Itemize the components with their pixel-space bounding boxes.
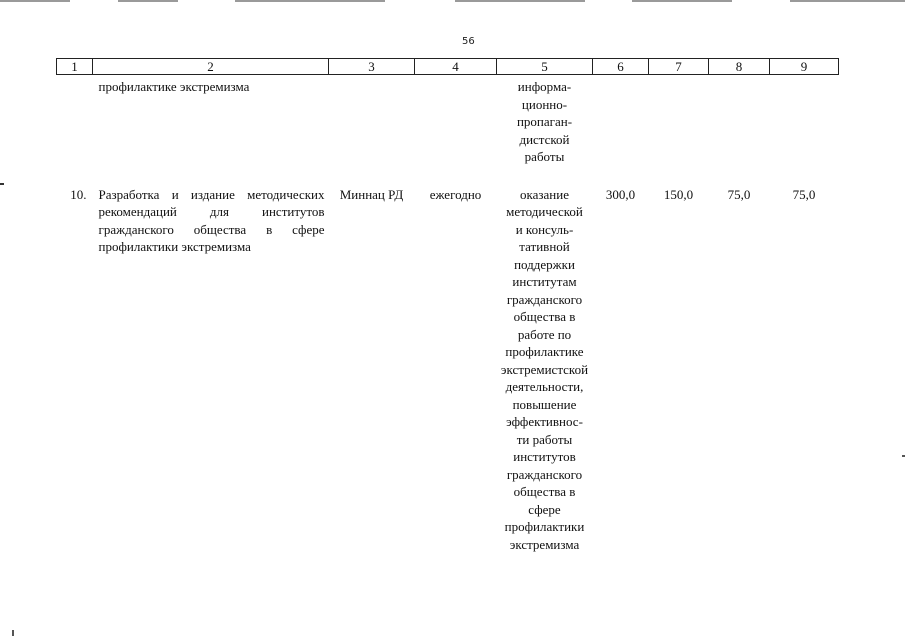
- column-number-row: [57, 59, 839, 75]
- program-table: [56, 58, 839, 553]
- col-header-1: 1: [57, 59, 93, 75]
- col-header-4: 4: [415, 59, 497, 75]
- row-number: 10.: [70, 186, 87, 202]
- table-row: [57, 186, 839, 554]
- scan-top-edge: [0, 0, 905, 3]
- col-header-5: 5: [497, 59, 593, 75]
- year2-amount: 75,0: [727, 186, 751, 202]
- year1-amount: 150,0: [663, 186, 694, 202]
- col-header-9: 9: [770, 59, 839, 75]
- col-header-6: 6: [593, 59, 649, 75]
- executor-text: Миннац РД: [339, 186, 404, 202]
- scan-edge-mark-bottom: [12, 630, 14, 636]
- year3-amount: 75,0: [792, 186, 816, 202]
- result-text: оказание методической и консуль- тативной поддержки институтам гражданского общества в работе по профилактике экстремистской деятельности, повышение эффективнос- ти работы институтов гражданского общества в сфере профилактики экстремизма: [500, 186, 589, 552]
- continued-result-text: информа- ционно- пропаган- дистской работы: [516, 79, 573, 164]
- continuation-row: [57, 75, 839, 166]
- col-header-2: 2: [93, 59, 329, 75]
- col-header-3: 3: [329, 59, 415, 75]
- scan-edge-mark: [0, 183, 4, 185]
- total-amount: 300,0: [605, 186, 636, 202]
- page-number: 56: [462, 36, 475, 47]
- col-header-7: 7: [649, 59, 709, 75]
- activity-text: Разработка и издание методических рекомендаций для институтов гражданского общества в сфере профилактики экстремизма: [98, 186, 325, 254]
- term-text: ежегодно: [429, 186, 482, 202]
- col-header-8: 8: [709, 59, 770, 75]
- continued-activity-text: профилактике экстремизма: [98, 79, 250, 94]
